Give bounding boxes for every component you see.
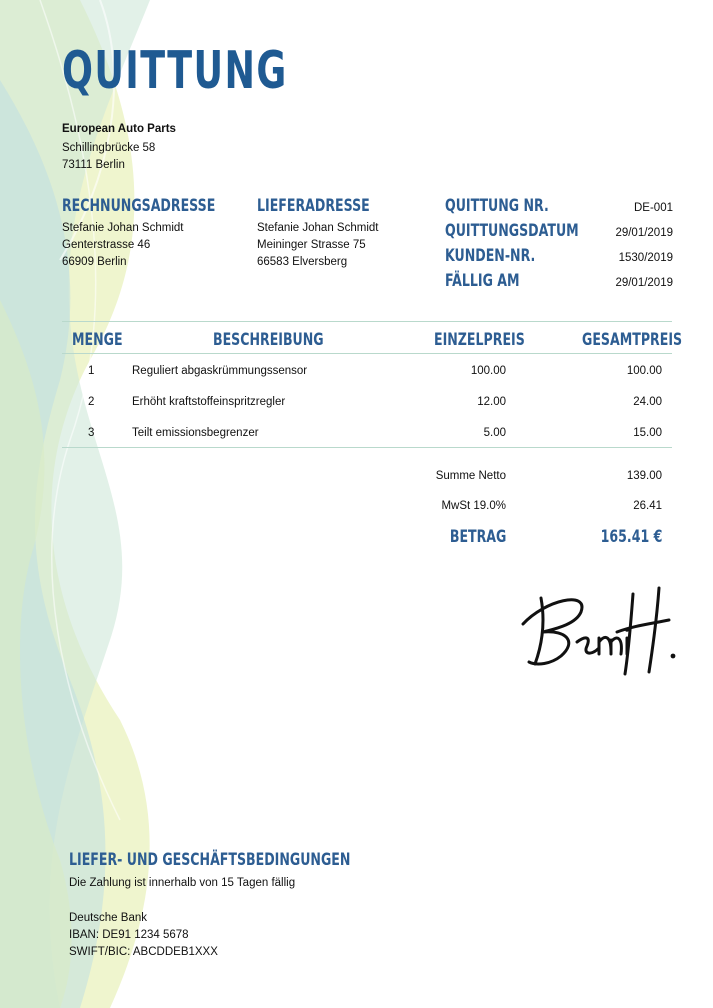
meta-due-date [445, 271, 673, 295]
bank-name: Deutsche Bank [69, 912, 147, 924]
header-qty: MENGE [72, 330, 123, 350]
bank-iban: IBAN: DE91 1234 5678 [69, 929, 189, 941]
document-title: QUITTUNG [62, 41, 288, 101]
meta-customer-number [445, 246, 673, 270]
sender-city: 73111 Berlin [62, 159, 125, 171]
amount-label: BETRAG [449, 527, 506, 547]
billing-heading: RECHNUNGSADRESSE [62, 196, 216, 216]
billing-address [62, 220, 183, 271]
header-total-price: GESAMTPREIS [582, 330, 683, 350]
header-description: BESCHREIBUNG [213, 330, 324, 350]
billing-city: 66909 Berlin [62, 256, 127, 268]
meta-label: QUITTUNG NR. [445, 196, 549, 216]
shipping-name: Stefanie Johan Schmidt [257, 222, 379, 234]
table-top-rule [62, 321, 672, 322]
row-description: Reguliert abgaskrümmungssensor [132, 365, 308, 377]
payment-terms: Die Zahlung ist innerhalb von 15 Tagen fällig [69, 877, 296, 889]
billing-name: Stefanie Johan Schmidt [62, 222, 184, 234]
meta-value: 29/01/2019 [615, 277, 673, 289]
row-description: Erhöht kraftstoffeinspritzregler [132, 396, 286, 408]
terms-heading: LIEFER- UND GESCHÄFTSBEDINGUNGEN [69, 850, 351, 870]
row-qty: 3 [88, 427, 95, 439]
sender-address [62, 140, 155, 174]
bank-details [69, 910, 218, 961]
bank-swift: SWIFT/BIC: ABCDDEB1XXX [69, 946, 218, 958]
vat-value: 26.41 [633, 500, 662, 512]
row-qty: 1 [88, 365, 95, 377]
row-unit-price: 100.00 [470, 365, 506, 377]
meta-value: 1530/2019 [618, 252, 673, 264]
meta-label: KUNDEN-NR. [445, 246, 536, 266]
amount-value: 165.41 € [600, 527, 662, 547]
meta-receipt-date [445, 221, 673, 245]
table-bottom-rule [62, 447, 672, 448]
net-value: 139.00 [626, 470, 662, 482]
row-qty: 2 [88, 396, 95, 408]
meta-label: FÄLLIG AM [445, 271, 520, 291]
row-description: Teilt emissionsbegrenzer [132, 427, 259, 439]
row-total-price: 24.00 [633, 396, 662, 408]
shipping-city: 66583 Elversberg [257, 256, 348, 268]
shipping-address [257, 220, 378, 271]
sender-company: European Auto Parts [62, 123, 176, 135]
vat-label: MwSt 19.0% [441, 500, 506, 512]
meta-value: 29/01/2019 [615, 227, 673, 239]
meta-receipt-number [445, 196, 673, 220]
net-label: Summe Netto [435, 470, 506, 482]
row-unit-price: 5.00 [483, 427, 506, 439]
header-unit-price: EINZELPREIS [434, 330, 525, 350]
signature-image [515, 580, 680, 680]
row-total-price: 100.00 [626, 365, 662, 377]
shipping-street: Meininger Strasse 75 [257, 239, 366, 251]
row-unit-price: 12.00 [477, 396, 506, 408]
meta-value: DE-001 [634, 202, 673, 214]
table-header-rule [62, 353, 672, 354]
billing-street: Genterstrasse 46 [62, 239, 151, 251]
shipping-heading: LIEFERADRESSE [257, 196, 370, 216]
row-total-price: 15.00 [633, 427, 662, 439]
meta-label: QUITTUNGSDATUM [445, 221, 579, 241]
sender-street: Schillingbrücke 58 [62, 142, 156, 154]
